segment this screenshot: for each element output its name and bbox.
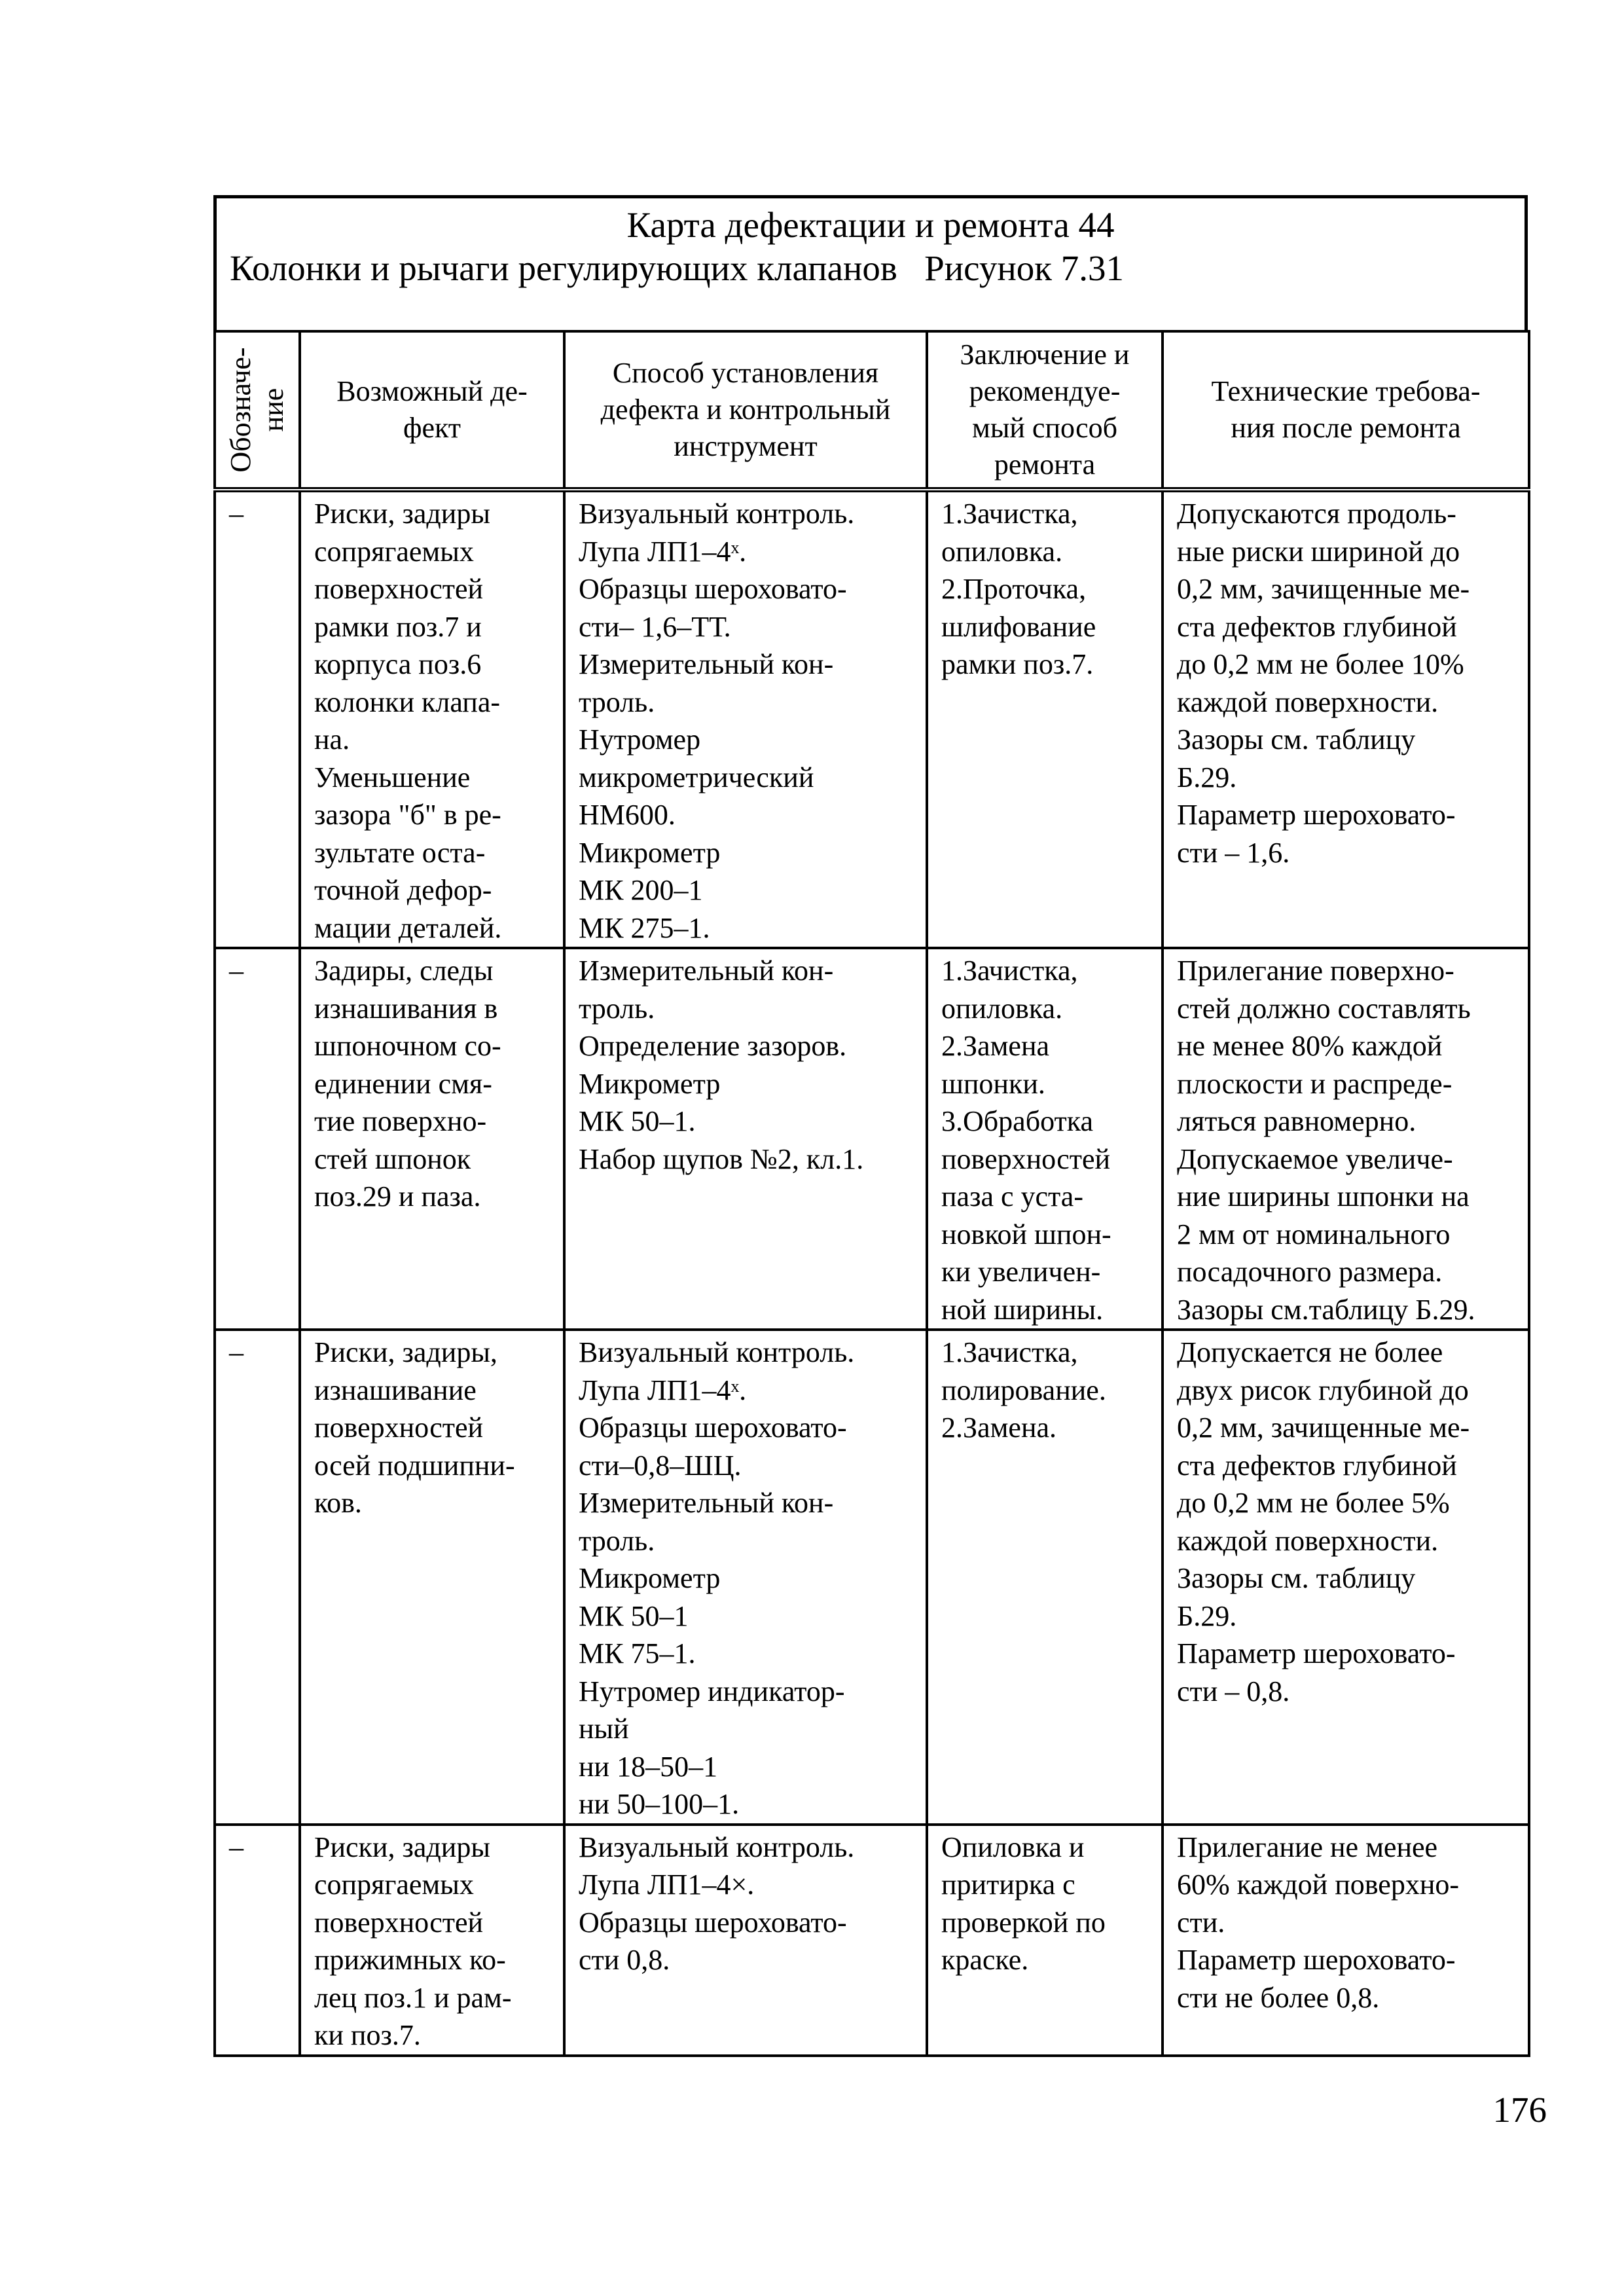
cell-defect: Риски, задиры сопрягаемых поверхностей рамки поз.7 и корпуса поз.6 колонки клапа- на. Уменьшение зазора "б" в ре- зультате оста- точной дефор- мации деталей. bbox=[300, 490, 564, 948]
cell-defect: Риски, задиры сопрягаемых поверхностей прижимных ко- лец поз.1 и рам- ки поз.7. bbox=[300, 1825, 564, 2056]
cell-method: Визуальный контроль. Лупа ЛП1–4ˣ. Образцы шероховато- сти– 1,6–ТТ. Измерительный кон- троль. Нутромер микрометрический НМ600. Микрометр МК 200–1 МК 275–1. bbox=[564, 490, 927, 948]
table-row bbox=[215, 490, 1529, 948]
header-method-label: Способ установления дефекта и контрольный инструмент bbox=[600, 357, 891, 462]
cell-method: Измерительный кон- троль. Определение зазоров. Микрометр МК 50–1. Набор щупов №2, кл.1. bbox=[564, 948, 927, 1330]
table-row bbox=[215, 1330, 1529, 1825]
header-requirements bbox=[1163, 331, 1529, 490]
cell-requirements: Допускаются продоль- ные риски шириной до 0,2 мм, зачищенные ме- ста дефектов глубиной до 0,2 мм не более 10% каждой поверхности. Зазоры см. таблицу Б.29. Параметр шероховато- сти – 1,6. bbox=[1163, 490, 1529, 948]
cell-designation: – bbox=[215, 1330, 300, 1825]
table-header-row bbox=[215, 331, 1529, 490]
header-defect bbox=[300, 331, 564, 490]
header-requirements-label: Технические требова- ния после ремонта bbox=[1211, 375, 1481, 444]
cell-conclusion: 1.Зачистка, полирование. 2.Замена. bbox=[927, 1330, 1163, 1825]
cell-defect: Риски, задиры, изнашивание поверхностей осей подшипни- ков. bbox=[300, 1330, 564, 1825]
header-conclusion-label: Заключение и рекомендуе- мый способ ремонта bbox=[960, 338, 1130, 481]
header-designation-label: Обозначе- ние bbox=[225, 347, 289, 473]
cell-method: Визуальный контроль. Лупа ЛП1–4×. Образцы шероховато- сти 0,8. bbox=[564, 1825, 927, 2056]
cell-conclusion: 1.Зачистка, опиловка. 2.Замена шпонки. 3.Обработка поверхностей паза с уста- новкой шпон- ки увеличен- ной ширины. bbox=[927, 948, 1163, 1330]
header-designation bbox=[215, 331, 300, 490]
cell-conclusion: 1.Зачистка, опиловка. 2.Проточка, шлифование рамки поз.7. bbox=[927, 490, 1163, 948]
cell-designation: – bbox=[215, 1825, 300, 2056]
cell-requirements: Допускается не более двух рисок глубиной до 0,2 мм, зачищенные ме- ста дефектов глубиной до 0,2 мм не более 5% каждой поверхности. Зазоры см. таблицу Б.29. Параметр шероховато- сти – 0,8. bbox=[1163, 1330, 1529, 1825]
header-defect-label: Возможный де- фект bbox=[336, 375, 528, 444]
table-row bbox=[215, 1825, 1529, 2056]
cell-designation: – bbox=[215, 948, 300, 1330]
cell-requirements: Прилегание не менее 60% каждой поверхно- сти. Параметр шероховато- сти не более 0,8. bbox=[1163, 1825, 1529, 2056]
card-subtitle: Колонки и рычаги регулирующих клапанов Рисунок 7.31 bbox=[230, 248, 1125, 288]
table-row bbox=[215, 948, 1529, 1330]
cell-requirements: Прилегание поверхно- стей должно составлять не менее 80% каждой плоскости и распреде- ляться равномерно. Допускаемое увеличе- ние ширины шпонки на 2 мм от номинального посадочного размера. Зазоры см.таблицу Б.29. bbox=[1163, 948, 1529, 1330]
header-conclusion bbox=[927, 331, 1163, 490]
page-number: 176 bbox=[1492, 2090, 1547, 2130]
cell-designation: – bbox=[215, 490, 300, 948]
cell-defect: Задиры, следы изнашивания в шпоночном со- единении смя- тие поверхно- стей шпонок поз.29 и паза. bbox=[300, 948, 564, 1330]
defect-repair-table bbox=[213, 330, 1530, 2057]
card-title-box bbox=[213, 195, 1528, 330]
cell-method: Визуальный контроль. Лупа ЛП1–4ˣ. Образцы шероховато- сти–0,8–ШЦ. Измерительный кон- троль. Микрометр МК 50–1 МК 75–1. Нутромер индикатор- ный ни 18–50–1 ни 50–100–1. bbox=[564, 1330, 927, 1825]
cell-conclusion: Опиловка и притирка с проверкой по краске. bbox=[927, 1825, 1163, 2056]
header-method bbox=[564, 331, 927, 490]
card-title: Карта дефектации и ремонта 44 bbox=[626, 205, 1115, 245]
